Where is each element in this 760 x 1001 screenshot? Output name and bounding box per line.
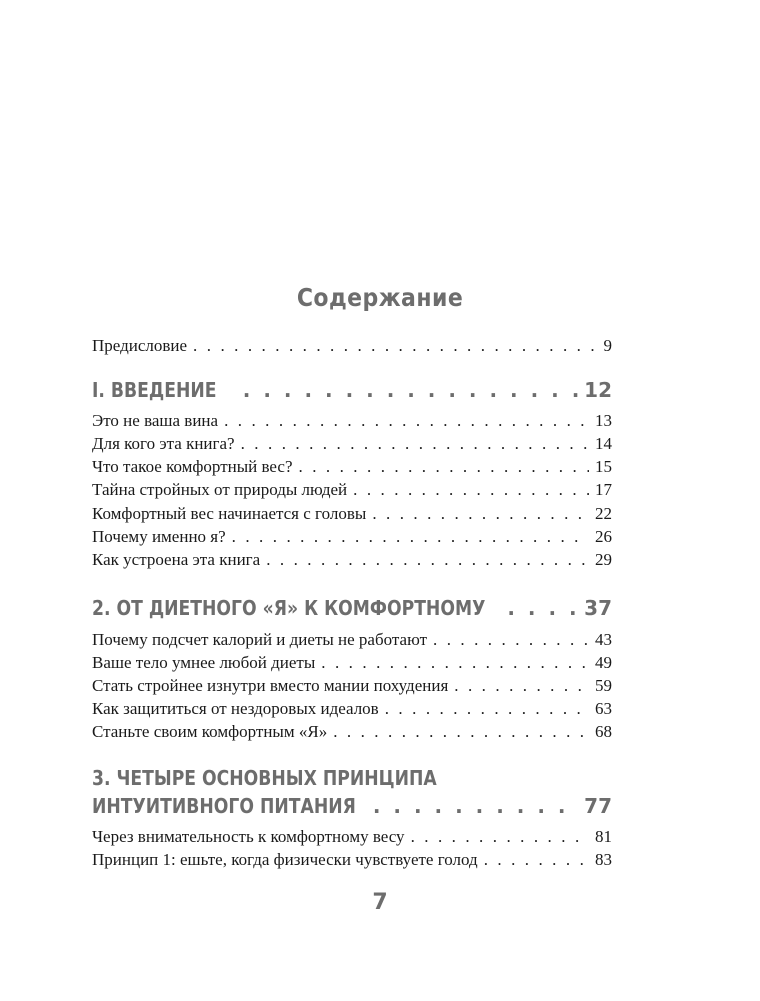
toc-entry-label: Стать стройнее изнутри вместо мании похудения [92,676,449,695]
section-title: 2. ОТ ДИЕТНОГО «Я» К КОМФОРТНОМУ [92,596,486,620]
toc-entry [92,480,612,500]
dot-leader [224,411,589,431]
dot-leader [484,850,589,870]
toc-entry-label: Комфортный вес начинается с головы [92,504,367,523]
toc-page-number: 9 [603,336,612,355]
toc-entry [92,434,612,454]
toc-entry-label: Почему подсчет калорий и диеты не работают [92,630,427,649]
toc-entry [92,411,612,431]
toc-entry-label: Ваше тело умнее любой диеты [92,653,316,672]
toc-page-number: 83 [595,850,612,869]
toc-entry-label: Как устроена эта книга [92,550,261,569]
toc-entry [92,504,612,524]
toc-entry [92,676,612,696]
toc-page-number: 49 [595,653,612,672]
toc-entry [92,527,612,547]
dot-leader [333,722,589,742]
dot-leader [193,336,597,356]
page-number-footer: 7 [372,890,388,915]
toc-entry [92,550,612,570]
toc-page-number: 81 [595,827,612,846]
toc-section-heading [92,378,612,402]
dot-leader [411,827,589,847]
toc-section-heading [92,794,612,818]
toc-page-number: 15 [595,457,612,476]
section-title: ИНТУИТИВНОГО ПИТАНИЯ [92,794,356,818]
dot-leader [243,378,578,402]
toc-entry-preface [92,336,612,356]
toc-page-number: 13 [595,411,612,430]
dot-leader [299,457,590,477]
toc-entry [92,722,612,742]
dot-leader [373,794,578,818]
toc-section-heading-line1 [92,766,493,790]
toc-page-number: 37 [584,596,612,620]
toc-entry-label: Принцип 1: ешьте, когда физически чувствуете голод [92,850,478,869]
dot-leader [321,653,589,673]
dot-leader [507,596,578,620]
dot-leader [385,699,589,719]
section-title: 3. ЧЕТЫРЕ ОСНОВНЫХ ПРИНЦИПА [92,766,437,790]
toc-page-number: 77 [584,794,612,818]
toc-entry-label: Тайна стройных от природы людей [92,480,348,499]
toc-page-number: 63 [595,699,612,718]
dot-leader [353,480,589,500]
toc-entry-label: Предисловие [92,336,188,355]
toc-page-number: 59 [595,676,612,695]
dot-leader [454,676,589,696]
toc-page-number: 14 [595,434,612,453]
toc-page-number: 17 [595,480,612,499]
toc-page-number: 26 [595,527,612,546]
dot-leader [232,527,589,547]
toc-entry-label: Станьте своим комфортным «Я» [92,722,328,741]
dot-leader [241,434,589,454]
toc-entry-label: Это не ваша вина [92,411,219,430]
toc-entry [92,699,612,719]
toc-entry [92,827,612,847]
toc-entry-label: Для кого эта книга? [92,434,235,453]
section-title: I. ВВЕДЕНИЕ [92,378,217,402]
dot-leader [266,550,589,570]
dot-leader [372,504,589,524]
toc-page-number: 29 [595,550,612,569]
toc-entry-label: Что такое комфортный вес? [92,457,293,476]
toc-page-number: 68 [595,722,612,741]
toc-page-number: 12 [584,378,612,402]
toc-section-heading [92,596,612,620]
toc-entry [92,630,612,650]
dot-leader [433,630,589,650]
toc-entry-label: Почему именно я? [92,527,226,546]
toc-entry-label: Как защититься от нездоровых идеалов [92,699,379,718]
toc-entry-label: Через внимательность к комфортному весу [92,827,405,846]
toc-entry [92,653,612,673]
toc-page-number: 43 [595,630,612,649]
page-title: Содержание [296,283,464,312]
toc-page-number: 22 [595,504,612,523]
toc-entry [92,850,612,870]
toc-entry [92,457,612,477]
